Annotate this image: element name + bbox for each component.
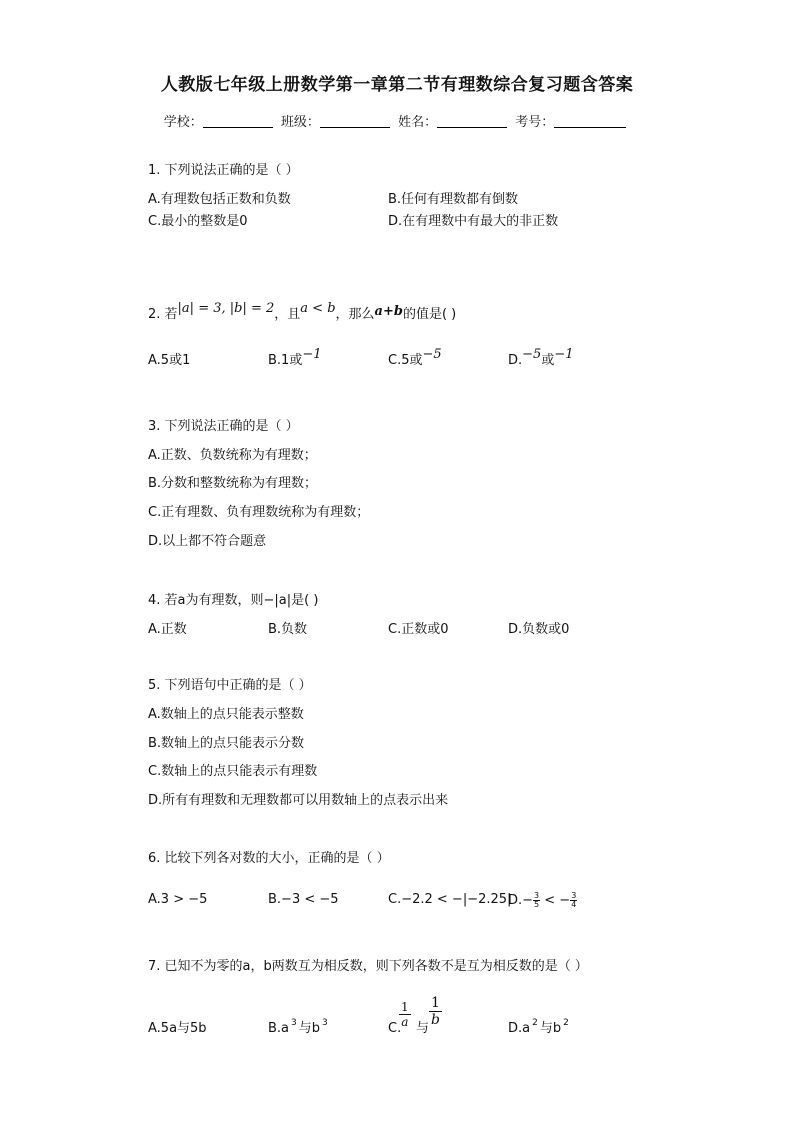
q7-option-d-exponent1: 2 — [532, 1018, 538, 1028]
q5-option-b: B.数轴上的点只能表示分数 — [148, 736, 305, 751]
q3-stem: 3. 下列说法正确的是（ ） — [148, 419, 299, 434]
q2-stem — [148, 301, 457, 323]
q3-option-d: D.以上都不符合题意 — [148, 534, 267, 549]
q6-stem: 6. 比较下列各对数的大小，正确的是（ ） — [148, 851, 390, 866]
q6-option-d-lt: < − — [540, 893, 571, 908]
q7-option-b-with-b: 与b — [298, 1021, 321, 1036]
q6-fraction2-numerator: 3 — [571, 891, 577, 900]
q1-option-a: A.有理数包括正数和负数 — [148, 192, 291, 207]
q2-condition-abs: |a| = 3, |b| = 2 — [177, 301, 275, 316]
q6-fraction2-denominator: 4 — [571, 900, 577, 909]
q2-expression: a+b — [374, 304, 403, 319]
school-label: 学校： — [163, 115, 203, 130]
q7-option-d — [508, 1018, 571, 1038]
q7-c-fraction1-numerator: 1 — [401, 1000, 409, 1014]
q5-option-a: A.数轴上的点只能表示整数 — [148, 707, 304, 722]
q7-option-b-label: B.a — [268, 1021, 290, 1036]
name-blank — [437, 115, 507, 128]
q4-option-b: B.负数 — [268, 622, 308, 637]
q1-stem: 1. 下列说法正确的是（ ） — [148, 163, 299, 178]
q5-option-d: D.所有有理数和无理数都可以用数轴上的点表示出来 — [148, 793, 449, 808]
exam-number-blank — [554, 115, 626, 128]
q7-option-d-exponent2: 2 — [563, 1018, 569, 1028]
q3-option-a: A.正数、负数统称为有理数； — [148, 448, 317, 463]
q7-option-a: A.5a与5b — [148, 1021, 207, 1036]
q7-option-c-fraction2 — [429, 995, 442, 1028]
class-label: 班级： — [280, 115, 320, 130]
q1-option-b: B.任何有理数都有倒数 — [388, 192, 519, 207]
q7-option-d-label: D.a — [508, 1021, 531, 1036]
q5-stem: 5. 下列语句中正确的是（ ） — [148, 678, 312, 693]
q7-c-fraction1-denominator: a — [401, 1015, 409, 1029]
q4-stem: 4. 若a为有理数，则−|a|是( ) — [148, 593, 319, 608]
q2-comma-and: ，且 — [274, 307, 301, 322]
q4-option-c: C.正数或0 — [388, 622, 449, 637]
q1-option-d: D.在有理数中有最大的非正数 — [388, 214, 559, 229]
q7-option-b — [268, 1018, 330, 1038]
q2-option-d-value1: −5 — [522, 347, 542, 362]
q4-option-d: D.负数或0 — [508, 622, 570, 637]
q2-option-c — [388, 347, 442, 369]
q7-stem: 7. 已知不为零的a，b两数互为相反数，则下列各数不是互为相反数的是（ ） — [148, 959, 588, 974]
q7-option-b-exponent1: 3 — [291, 1018, 297, 1028]
q7-option-b-exponent2: 3 — [322, 1018, 328, 1028]
q2-option-c-label: C.5或 — [388, 353, 423, 368]
q4-option-a: A.正数 — [148, 622, 187, 637]
q2-option-d-label: D. — [508, 353, 523, 368]
q6-option-a: A.3 > −5 — [148, 892, 208, 907]
q3-option-c: C.正有理数、负有理数统称为有理数； — [148, 505, 370, 520]
q3-option-b: B.分数和整数统称为有理数； — [148, 476, 318, 491]
q2-stem-prefix: 2. 若 — [148, 307, 178, 322]
q2-condition-lt: a < b — [300, 301, 336, 316]
school-blank — [203, 115, 273, 128]
q7-c-fraction2-denominator: b — [431, 1012, 440, 1028]
q7-c-fraction2-numerator: 1 — [429, 995, 442, 1012]
q2-stem-suffix: 的值是( ) — [402, 307, 457, 322]
q2-option-d — [508, 347, 574, 369]
q2-option-c-value: −5 — [422, 347, 442, 362]
q6-option-d-fraction2 — [570, 892, 577, 909]
class-blank — [320, 115, 390, 128]
q2-option-d-value2: −1 — [554, 347, 574, 362]
q2-option-b-value: −1 — [302, 347, 322, 362]
q2-option-a: A.5或1 — [148, 353, 191, 368]
q7-option-c-fraction1 — [399, 1000, 411, 1029]
q6-option-b: B.−3 < −5 — [268, 892, 339, 907]
q7-option-d-with-b: 与b — [539, 1021, 562, 1036]
q7-option-c-with: 与 — [416, 1021, 430, 1036]
q2-option-b — [268, 347, 322, 369]
name-label: 姓名： — [398, 115, 438, 130]
q6-option-d-label: D.− — [508, 893, 534, 908]
q2-option-d-or: 或 — [541, 353, 555, 368]
q6-fraction1-numerator: 3 — [534, 891, 540, 900]
q5-option-c: C.数轴上的点只能表示有理数 — [148, 764, 318, 779]
exam-number-label: 考号： — [515, 115, 555, 130]
q2-comma-then: ，那么 — [335, 307, 375, 322]
document-title: 人教版七年级上册数学第一章第二节有理数综合复习题含答案 — [160, 75, 634, 95]
q6-option-d — [508, 892, 577, 909]
q6-fraction1-denominator: 5 — [534, 900, 540, 909]
q1-option-c: C.最小的整数是0 — [148, 214, 248, 229]
q6-option-c: C.−2.2 < −|−2.25| — [388, 892, 512, 907]
student-info-row — [0, 111, 794, 130]
q7-option-c-label: C. — [388, 1021, 402, 1036]
q2-option-b-label: B.1或 — [268, 353, 303, 368]
